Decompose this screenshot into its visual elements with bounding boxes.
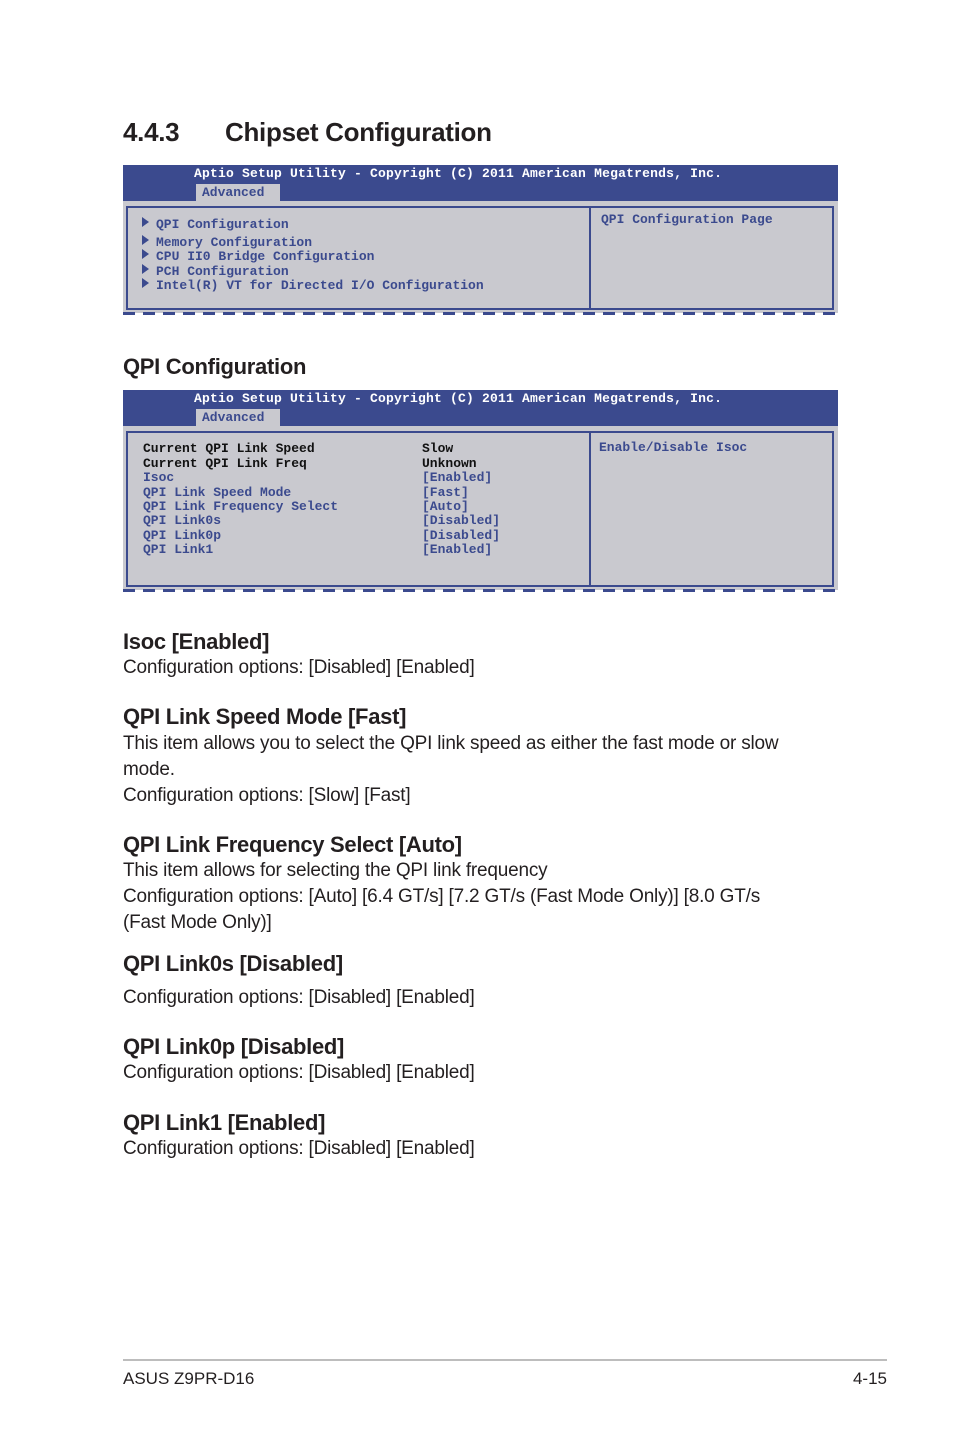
section-number: 4.4.3 bbox=[123, 117, 180, 147]
bios-screen-chipset bbox=[123, 165, 838, 317]
qpi-configuration-heading: QPI Configuration bbox=[123, 354, 307, 379]
speed-mode-desc-line1: This item allows you to select the QPI link speed as either the fast mode or slow bbox=[123, 733, 779, 754]
link0s-options: Configuration options: [Disabled] [Enabled] bbox=[123, 987, 475, 1008]
setting-label-link1[interactable]: QPI Link1 bbox=[143, 542, 214, 557]
setting-value-link0p[interactable]: [Disabled] bbox=[422, 528, 501, 543]
isoc-options: Configuration options: [Disabled] [Enabled] bbox=[123, 657, 475, 678]
link1-heading: QPI Link1 [Enabled] bbox=[123, 1110, 326, 1135]
footer-model: ASUS Z9PR-D16 bbox=[123, 1369, 255, 1388]
setting-label-frequency-select[interactable]: QPI Link Frequency Select bbox=[143, 499, 339, 514]
bios-copyright: Aptio Setup Utility - Copyright (C) 2011 American Megatrends, Inc. bbox=[194, 391, 723, 406]
freq-select-options-line2: (Fast Mode Only)] bbox=[123, 912, 272, 933]
tab-advanced[interactable]: Advanced bbox=[196, 409, 280, 426]
bios-copyright: Aptio Setup Utility - Copyright (C) 2011 American Megatrends, Inc. bbox=[194, 166, 723, 181]
setting-value-frequency-select[interactable]: [Auto] bbox=[422, 499, 469, 514]
section-heading bbox=[123, 117, 492, 148]
bios-screen-qpi bbox=[123, 390, 838, 595]
submenu-arrow-icon bbox=[142, 278, 149, 288]
setting-value-current-link-speed: Slow bbox=[422, 441, 454, 456]
setting-value-current-link-freq: Unknown bbox=[422, 456, 477, 471]
menu-item-qpi-configuration[interactable]: QPI Configuration bbox=[142, 217, 289, 233]
bios-menu-pane bbox=[126, 206, 591, 310]
bios-body bbox=[123, 426, 838, 590]
footer-rule bbox=[123, 1359, 887, 1361]
link0p-options: Configuration options: [Disabled] [Enabled] bbox=[123, 1062, 475, 1083]
help-text: QPI Configuration Page bbox=[601, 212, 773, 227]
setting-label-speed-mode[interactable]: QPI Link Speed Mode bbox=[143, 485, 292, 500]
submenu-arrow-icon bbox=[142, 235, 149, 245]
freq-select-heading: QPI Link Frequency Select [Auto] bbox=[123, 832, 462, 857]
menu-item-intel-vt-d[interactable]: Intel(R) VT for Directed I/O Configuration bbox=[142, 278, 484, 294]
dashed-divider bbox=[123, 589, 838, 592]
setting-label-current-link-speed: Current QPI Link Speed bbox=[143, 441, 315, 456]
setting-value-link1[interactable]: [Enabled] bbox=[422, 542, 493, 557]
freq-select-desc: This item allows for selecting the QPI link frequency bbox=[123, 860, 548, 881]
bios-help-pane bbox=[589, 431, 834, 587]
menu-item-pch-configuration[interactable]: PCH Configuration bbox=[142, 264, 289, 280]
setting-value-isoc[interactable]: [Enabled] bbox=[422, 470, 493, 485]
link0s-heading: QPI Link0s [Disabled] bbox=[123, 951, 343, 976]
tab-advanced[interactable]: Advanced bbox=[196, 184, 280, 201]
submenu-arrow-icon bbox=[142, 217, 149, 227]
speed-mode-heading: QPI Link Speed Mode [Fast] bbox=[123, 704, 407, 729]
setting-value-link0s[interactable]: [Disabled] bbox=[422, 513, 501, 528]
link1-options: Configuration options: [Disabled] [Enabled] bbox=[123, 1138, 475, 1159]
speed-mode-desc-line2: mode. bbox=[123, 759, 175, 780]
footer-page-number: 4-15 bbox=[852, 1369, 887, 1388]
bios-help-pane bbox=[589, 206, 834, 310]
bios-title-bar bbox=[123, 165, 838, 201]
setting-value-speed-mode[interactable]: [Fast] bbox=[422, 485, 469, 500]
menu-item-cpu-iio-bridge[interactable]: CPU II0 Bridge Configuration bbox=[142, 249, 374, 265]
bios-settings-pane bbox=[126, 431, 591, 587]
freq-select-options-line1: Configuration options: [Auto] [6.4 GT/s] [7.2 GT/s (Fast Mode Only)] [8.0 GT/s bbox=[123, 886, 760, 907]
link0p-heading: QPI Link0p [Disabled] bbox=[123, 1034, 345, 1059]
help-text: Enable/Disable Isoc bbox=[599, 440, 748, 455]
submenu-arrow-icon bbox=[142, 264, 149, 274]
section-title: Chipset Configuration bbox=[225, 117, 492, 147]
bios-title-bar bbox=[123, 390, 838, 426]
submenu-arrow-icon bbox=[142, 249, 149, 259]
setting-label-isoc[interactable]: Isoc bbox=[143, 470, 175, 485]
menu-item-memory-configuration[interactable]: Memory Configuration bbox=[142, 235, 312, 251]
dashed-divider bbox=[123, 312, 838, 315]
speed-mode-options: Configuration options: [Slow] [Fast] bbox=[123, 785, 411, 806]
setting-label-link0p[interactable]: QPI Link0p bbox=[143, 528, 222, 543]
setting-label-current-link-freq: Current QPI Link Freq bbox=[143, 456, 307, 471]
setting-label-link0s[interactable]: QPI Link0s bbox=[143, 513, 222, 528]
isoc-heading: Isoc [Enabled] bbox=[123, 629, 270, 654]
bios-body bbox=[123, 201, 838, 313]
